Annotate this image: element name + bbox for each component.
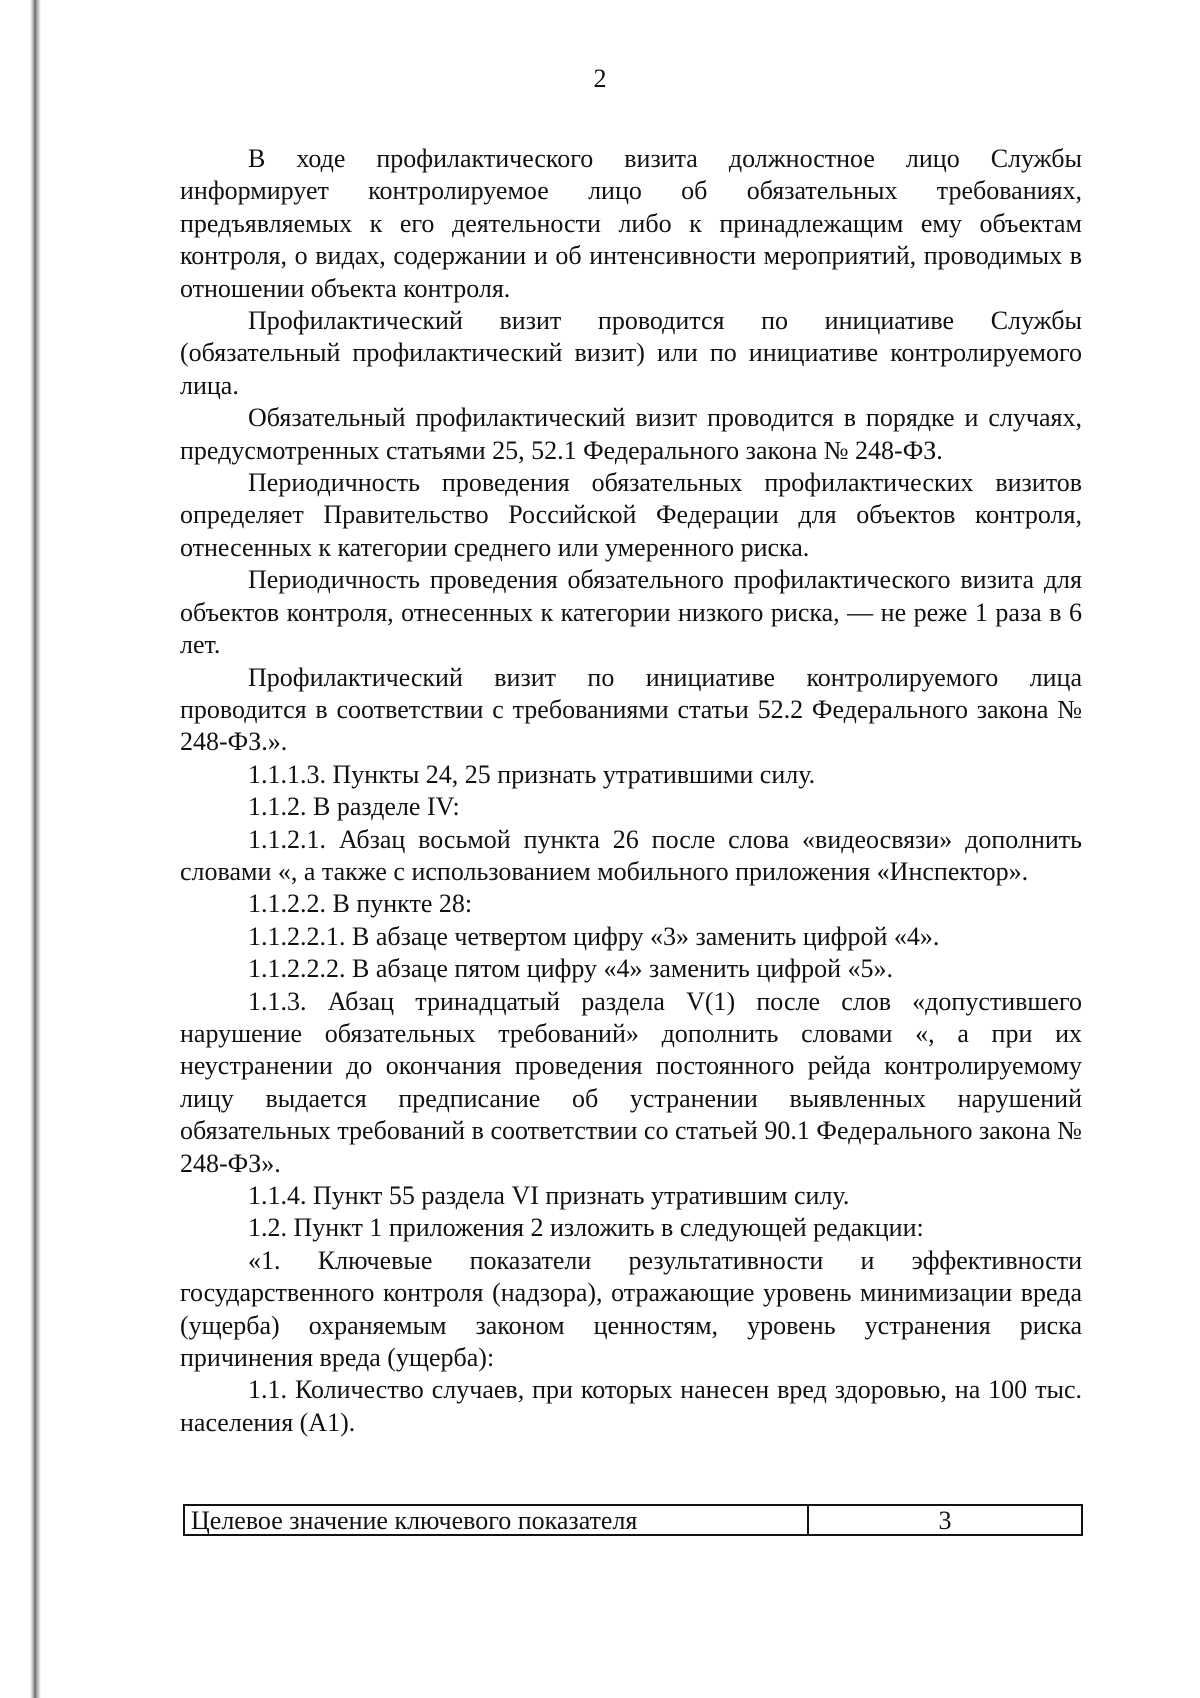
paragraph-item-1-1-2-2-1: 1.1.2.2.1. В абзаце четвертом цифру «3» заменить цифрой «4». [248,921,940,951]
paragraph-item-1-1-2-1: 1.1.2.1. Абзац восьмой пункта 26 после слова «видеосвязи» дополнить словами «, а также с использованием мобильного приложения «Инспектор». [180,824,1082,886]
paragraph-item-1-1-1-3: 1.1.1.3. Пункты 24, 25 признать утратившими силу. [248,759,816,789]
paragraph-item-1-1-3: 1.1.3. Абзац тринадцатый раздела V(1) после слов «допустившего нарушение обязательных требований» дополнить словами «, а при их неустранении до окончания проведения постоянного рейда контролируемому лицу выдается предписание об устранении выявленных нарушений обязательных требований в соответствии со статьей 90.1 Федерального закона № 248-ФЗ». [180,986,1082,1178]
key-indicator-value-cell: 3 [808,1505,1082,1535]
paragraph-mandatory-visit: Обязательный профилактический визит проводится в порядке и случаях, предусмотренных статьями 25, 52.1 Федерального закона № 248-ФЗ. [180,403,1082,465]
paragraph-key-indicators: «1. Ключевые показатели результативности и эффективности государственного контроля (надзора), отражающие уровень минимизации вреда (ущерба) охраняемым законом ценностям, уровень устранения риска причинения вреда (ущерба): [180,1245,1082,1373]
paragraph-item-1-1-4: 1.1.4. Пункт 55 раздела VI признать утратившим силу. [248,1181,850,1210]
document-body [180,143,1082,1439]
paragraph-item-1-1-a1: 1.1. Количество случаев, при которых нанесен вред здоровью, на 100 тыс. населения (А1). [180,1375,1082,1437]
paragraph-visit-initiative: Профилактический визит проводится по инициативе Службы (обязательный профилактический визит) или по инициативе контролируемого лица. [180,306,1082,400]
paragraph-item-1-1-2: 1.1.2. В разделе IV: [248,792,460,822]
key-indicator-label-cell: Целевое значение ключевого показателя [184,1505,808,1535]
paragraph-item-1-1-2-2: 1.1.2.2. В пункте 28: [248,889,473,919]
paragraph-item-1-2: 1.2. Пункт 1 приложения 2 изложить в следующей редакции: [248,1213,924,1243]
paragraph-visit-info: В ходе профилактического визита должностное лицо Службы информирует контролируемое лицо об обязательных требованиях, предъявляемых к его деятельности либо к принадлежащим ему объектам контроля, о видах, содержании и об интенсивности мероприятий, проводимых в отношении объекта контроля. [180,144,1082,303]
key-indicator-table [183,1504,1083,1536]
paragraph-periodicity-low-risk: Периодичность проведения обязательного профилактического визита для объектов контроля, отнесенных к категории низкого риска, — не реже 1 раза в 6 лет. [180,565,1082,660]
paragraph-controlled-person-initiative: Профилактический визит по инициативе контролируемого лица проводится в соответствии с требованиями статьи 52.2 Федерального закона № 248-ФЗ.». [180,662,1082,757]
paragraph-item-1-1-2-2-2: 1.1.2.2.2. В абзаце пятом цифру «4» заменить цифрой «5». [248,954,893,984]
page-number: 2 [593,64,607,93]
paragraph-periodicity-medium-risk: Периодичность проведения обязательных профилактических визитов определяет Правительство Российской Федерации для объектов контроля, отнесенных к категории среднего или умеренного риска. [180,468,1082,562]
table-row [184,1505,1082,1535]
scan-binding-edge [0,0,46,1698]
